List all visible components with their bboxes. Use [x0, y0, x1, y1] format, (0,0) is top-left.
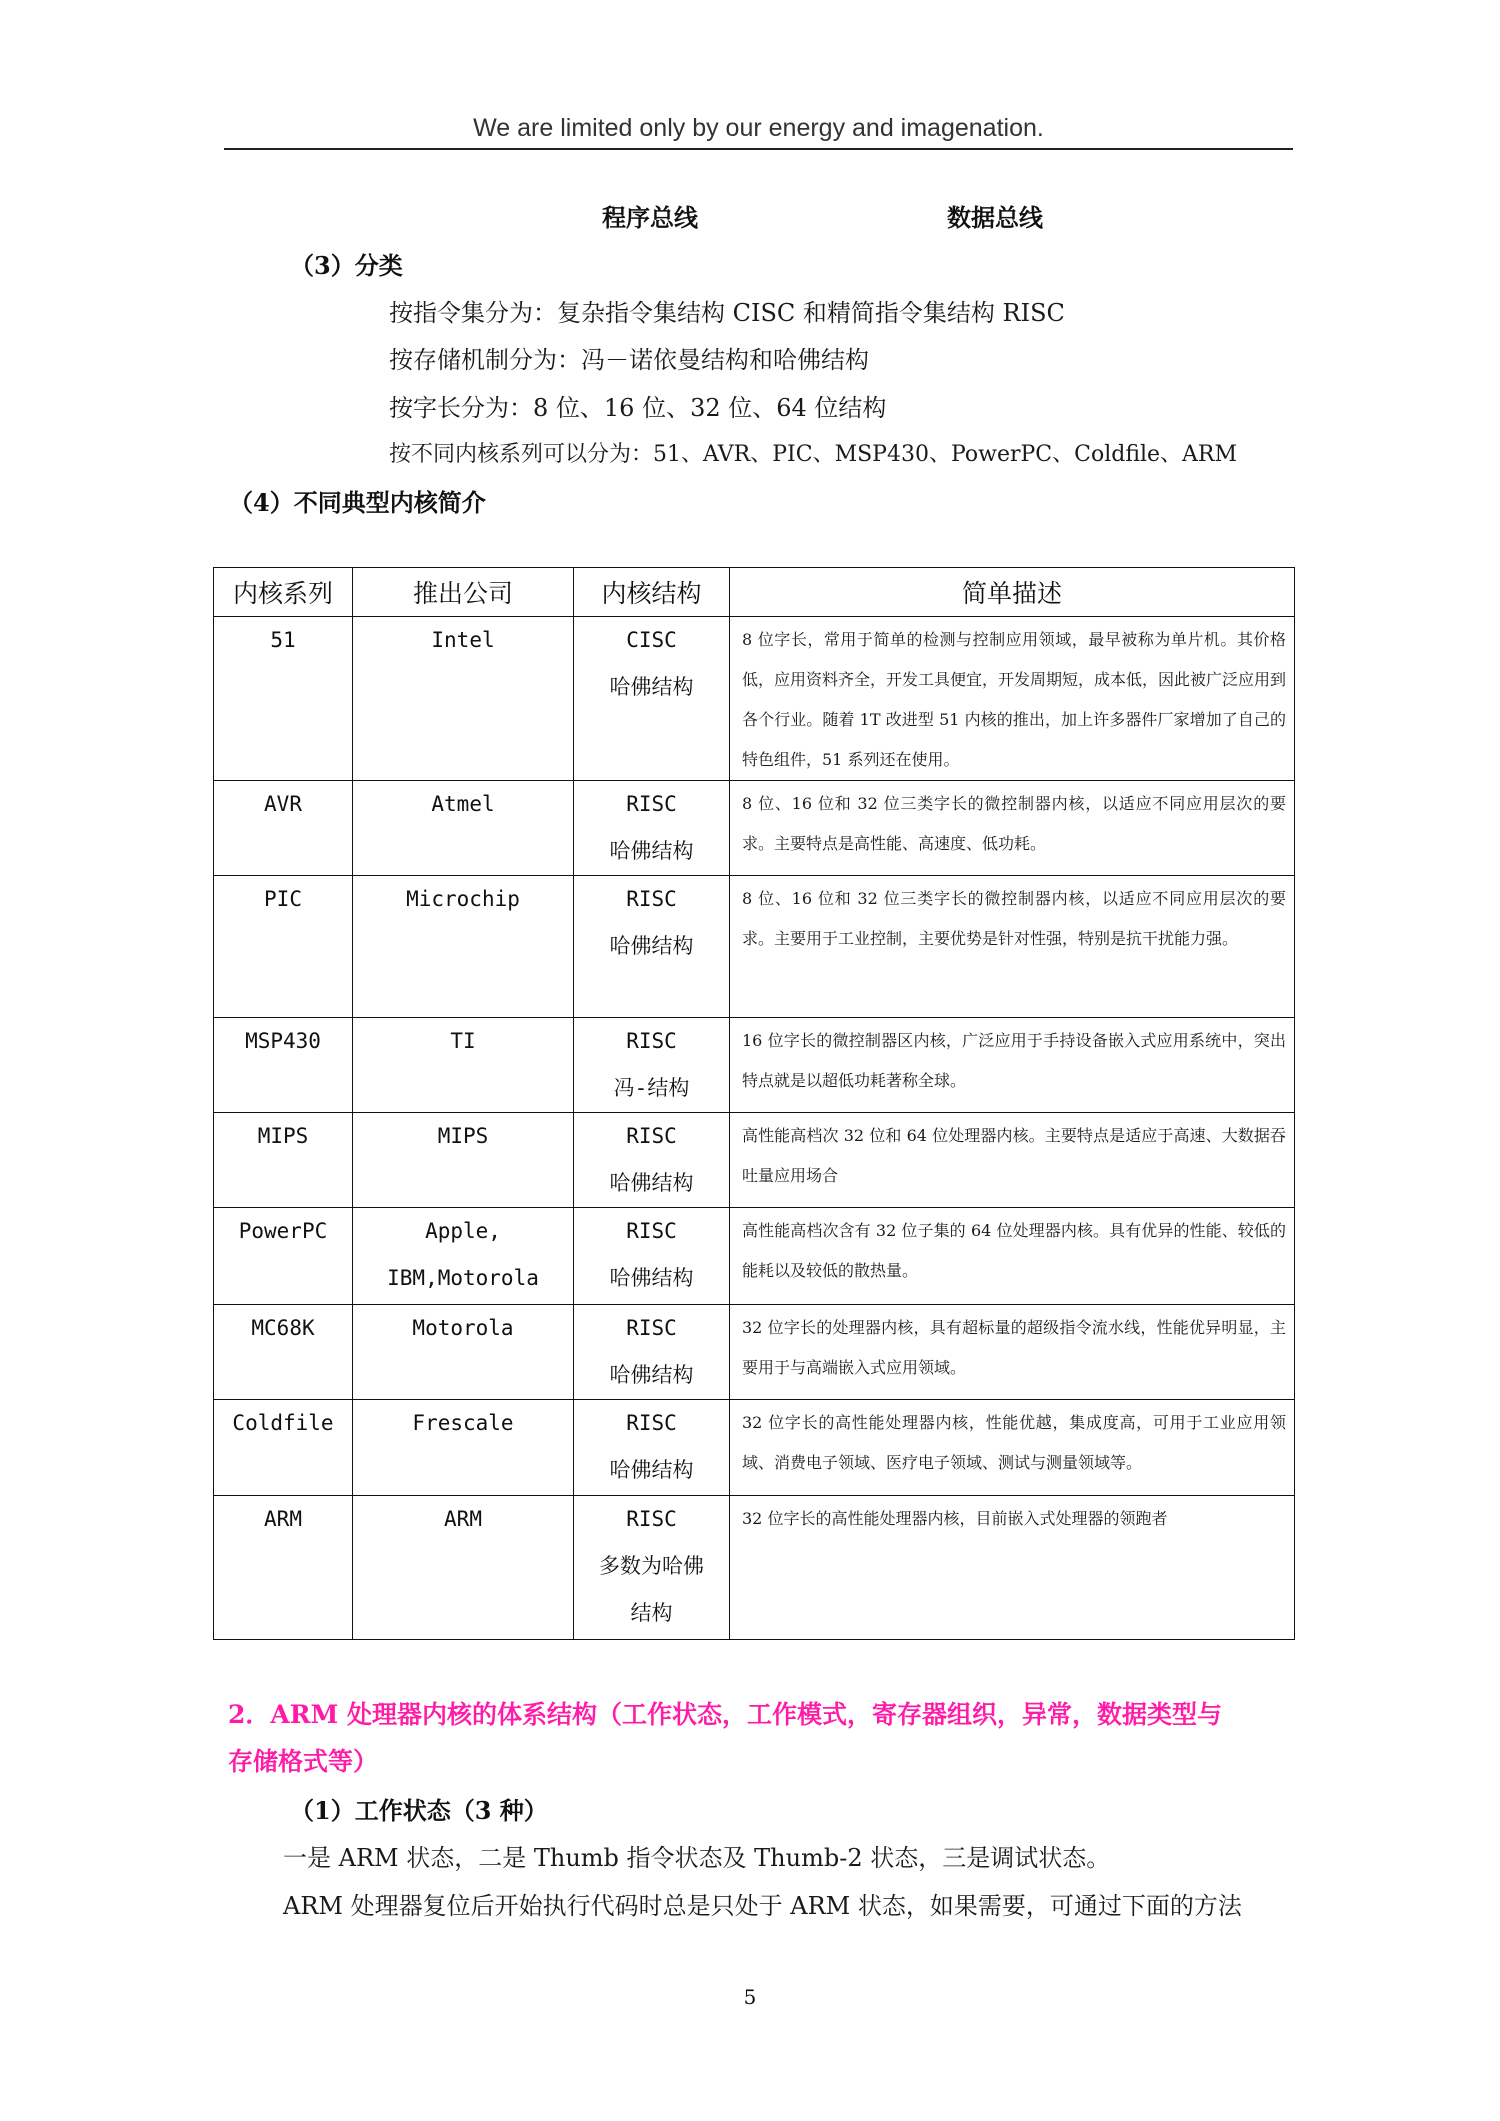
- cores-heading: （4）不同典型内核简介: [229, 488, 486, 517]
- classification-line-3: 按字长分为：8 位、16 位、32 位、64 位结构: [389, 394, 887, 422]
- cell-series: Coldfile: [214, 1400, 353, 1496]
- header-description: 简单描述: [730, 568, 1295, 617]
- table-header-row: [214, 568, 1295, 617]
- program-bus-label: 程序总线: [602, 203, 698, 232]
- classification-line-1: 按指令集分为：复杂指令集结构 CISC 和精简指令集结构 RISC: [389, 299, 1065, 327]
- cell-series: PowerPC: [214, 1208, 353, 1305]
- table-row: [214, 1496, 1295, 1640]
- cell-structure: RISC 多数为哈佛 结构: [574, 1496, 730, 1640]
- cell-series: MSP430: [214, 1018, 353, 1113]
- cell-company: ARM: [353, 1496, 574, 1640]
- header-divider: [224, 148, 1293, 150]
- cell-description: 32 位字长的高性能处理器内核，目前嵌入式处理器的领跑者: [730, 1496, 1295, 1640]
- table-row: [214, 1400, 1295, 1496]
- cell-company: Microchip: [353, 876, 574, 1018]
- cell-series: PIC: [214, 876, 353, 1018]
- cell-company: MIPS: [353, 1113, 574, 1208]
- data-bus-label: 数据总线: [947, 203, 1043, 232]
- table-row: [214, 876, 1295, 1018]
- cell-structure: RISC 哈佛结构: [574, 1400, 730, 1496]
- header-structure: 内核结构: [574, 568, 730, 617]
- work-states-line-2: ARM 处理器复位后开始执行代码时总是只处于 ARM 状态，如果需要，可通过下面的方法: [283, 1892, 1242, 1920]
- work-states-heading: （1）工作状态（3 种）: [290, 1796, 548, 1825]
- cell-structure: RISC 哈佛结构: [574, 781, 730, 876]
- table-body: [214, 617, 1295, 1640]
- table-row: [214, 1305, 1295, 1400]
- cell-description: 32 位字长的处理器内核，具有超标量的超级指令流水线，性能优异明显，主要用于与高端嵌入式应用领域。: [730, 1305, 1295, 1400]
- classification-line-4: 按不同内核系列可以分为：51、AVR、PIC、MSP430、PowerPC、Coldfile、ARM: [389, 442, 1238, 467]
- table-row: [214, 1113, 1295, 1208]
- cell-structure: RISC 哈佛结构: [574, 1113, 730, 1208]
- cell-series: MC68K: [214, 1305, 353, 1400]
- cell-company: Intel: [353, 617, 574, 781]
- section-title-line-1: 2．ARM 处理器内核的体系结构（工作状态，工作模式，寄存器组织，异常，数据类型与: [228, 1700, 1222, 1729]
- cell-structure: RISC 哈佛结构: [574, 1305, 730, 1400]
- page-header: We are limited only by our energy and imagenation.: [473, 114, 1044, 142]
- table-row: [214, 1208, 1295, 1305]
- page-number: 5: [743, 1985, 757, 2009]
- cell-structure: RISC 哈佛结构: [574, 1208, 730, 1305]
- cell-description: 8 位、16 位和 32 位三类字长的微控制器内核，以适应不同应用层次的要求。主要用于工业控制，主要优势是针对性强，特别是抗干扰能力强。: [730, 876, 1295, 1018]
- cell-structure: CISC 哈佛结构: [574, 617, 730, 781]
- cell-series: MIPS: [214, 1113, 353, 1208]
- cell-series: ARM: [214, 1496, 353, 1640]
- header-company: 推出公司: [353, 568, 574, 617]
- work-states-line-1: 一是 ARM 状态，二是 Thumb 指令状态及 Thumb-2 状态，三是调试状态。: [283, 1844, 1111, 1872]
- table-row: [214, 617, 1295, 781]
- cell-description: 8 位、16 位和 32 位三类字长的微控制器内核，以适应不同应用层次的要求。主要特点是高性能、高速度、低功耗。: [730, 781, 1295, 876]
- cell-series: AVR: [214, 781, 353, 876]
- classification-heading: （3）分类: [290, 251, 403, 280]
- cell-company: Apple, IBM,Motorola: [353, 1208, 574, 1305]
- cell-company: Motorola: [353, 1305, 574, 1400]
- classification-line-2: 按存储机制分为：冯－诺依曼结构和哈佛结构: [389, 346, 869, 374]
- cell-company: Atmel: [353, 781, 574, 876]
- cell-description: 8 位字长，常用于简单的检测与控制应用领域，最早被称为单片机。其价格低，应用资料齐全，开发工具便宜，开发周期短，成本低，因此被广泛应用到各个行业。随着 1T 改进型 51 内核的推出，加上许多器件厂家增加了自己的特色组件，51 系列还在使用。: [730, 617, 1295, 781]
- cell-structure: RISC 哈佛结构: [574, 876, 730, 1018]
- cell-description: 32 位字长的高性能处理器内核，性能优越，集成度高，可用于工业应用领域、消费电子领域、医疗电子领域、测试与测量领域等。: [730, 1400, 1295, 1496]
- table-row: [214, 781, 1295, 876]
- cell-company: Frescale: [353, 1400, 574, 1496]
- cell-description: 16 位字长的微控制器区内核，广泛应用于手持设备嵌入式应用系统中，突出特点就是以超低功耗著称全球。: [730, 1018, 1295, 1113]
- cell-structure: RISC 冯-结构: [574, 1018, 730, 1113]
- section-title-line-2: 存储格式等）: [228, 1747, 379, 1776]
- cell-description: 高性能高档次含有 32 位子集的 64 位处理器内核。具有优异的性能、较低的能耗以及较低的散热量。: [730, 1208, 1295, 1305]
- cell-description: 高性能高档次 32 位和 64 位处理器内核。主要特点是适应于高速、大数据吞吐量应用场合: [730, 1113, 1295, 1208]
- header-series: 内核系列: [214, 568, 353, 617]
- cell-series: 51: [214, 617, 353, 781]
- cell-company: TI: [353, 1018, 574, 1113]
- core-table: [213, 567, 1295, 1640]
- table-row: [214, 1018, 1295, 1113]
